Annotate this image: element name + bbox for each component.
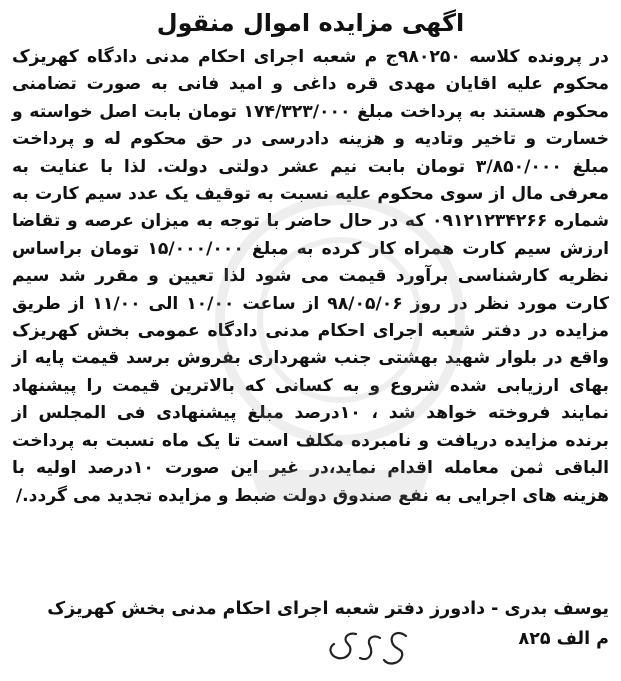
signature-line: یوسف بدری - دادورز دفتر شعبه اجرای احکام مدنی بخش کهریزک [47,599,609,619]
notice-body: در پرونده کلاسه ۹۸۰۲۵۰ج م شعبه اجرای احکام مدنی دادگاه کهریزک محکوم علیه اقایان مهدی قره داغی و امید فانی به صورت تضامنی محکوم هستند به پرداخت مبلغ ۱۷۴/۳۲۳/۰۰۰ تومان بابت اصل خواسته و خسارت و تاخیر وتادیه و هزینه دادرسی در حق محکوم له و پرداخت مبلغ ۳/۸۵۰/۰۰۰ تومان بابت نیم عشر دولتی دولت. لذا با عنایت به معرفی مال از سوی محکوم علیه نسبت به توقیف یک عدد سیم کارت به شماره ۰۹۱۲۱۲۳۴۲۶۶ که در حال حاضر با توجه به میزان عرصه و تقاضا ارزش سیم کارت همراه کار کرده به مبلغ ۱۵/۰۰۰/۰۰۰ تومان براساس نظریه کارشناسی برآورد قیمت می شود لذا تعیین و مقرر شد سیم کارت مورد نظر در روز ۹۸/۰۵/۰۶ از ساعت ۱۰/۰۰ الی ۱۱/۰۰ از طریق مزایده در دفتر شعبه اجرای احکام مدنی دادگاه عمومی بخش کهریزک واقع در بلوار شهید بهشتی جنب شهرداری بفروش برسد قیمت پایه از بهای ارزیابی شده شروع و به کسانی که بالاترین قیمت را پیشنهاد نمایند فروخته خواهد شد ، ۱۰درصد مبلغ پیشنهادی فی المجلس از برنده مزایده دریافت و نامبرده مکلف است تا یک ماه نسبت به پرداخت الباقی ثمن معامله اقدام نماید،در غیر این صورت ۱۰درصد اولیه با هزینه های اجرایی به نفع صندوق دولت ضبط و مزایده تجدید می گردد./ [12,47,610,506]
reference-code: م الف ۸۲۵ [518,629,609,649]
handwritten-mark [318,626,418,676]
notice-title: اگهی مزایده اموال منقول [156,9,465,37]
